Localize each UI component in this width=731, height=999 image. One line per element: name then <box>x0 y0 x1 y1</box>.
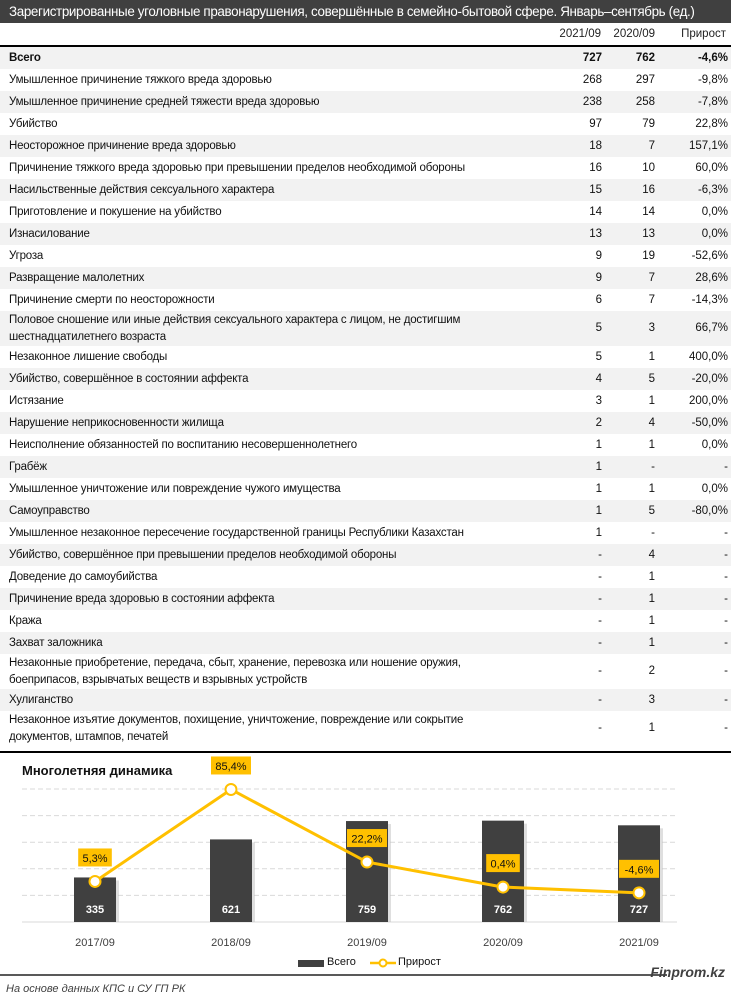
row-name: Самоуправство <box>9 505 90 517</box>
table-row-total <box>0 47 731 69</box>
value-2021: 1 <box>595 505 602 517</box>
chart-title: Многолетняя динамика <box>22 763 173 778</box>
row-name-line: Незаконные приобретение, передача, сбыт, хранение, перевозка или ношение оружия, <box>9 657 461 669</box>
growth-value: - <box>724 665 728 677</box>
growth-value: - <box>724 549 728 561</box>
growth-value: 0,0% <box>701 439 728 451</box>
value-2020: 7 <box>648 272 655 284</box>
table-row <box>0 289 731 311</box>
value-2020: 1 <box>648 483 655 495</box>
growth-value: 22,8% <box>695 118 728 130</box>
table-row <box>0 223 731 245</box>
value-2021: - <box>598 571 602 583</box>
row-name: Неосторожное причинение вреда здоровью <box>9 140 236 152</box>
table-row <box>0 544 731 566</box>
table-row <box>0 434 731 456</box>
growth-value: -20,0% <box>691 373 728 385</box>
column-header-growth: Прирост <box>681 28 726 40</box>
table-row <box>0 201 731 223</box>
table-row <box>0 522 731 544</box>
value-2021: - <box>598 722 602 734</box>
x-tick-label: 2017/09 <box>75 937 115 949</box>
growth-point <box>226 784 237 795</box>
table-row <box>0 412 731 434</box>
table-row <box>0 311 731 346</box>
row-name: Умышленное уничтожение или повреждение чужого имущества <box>9 483 341 495</box>
table-row <box>0 610 731 632</box>
table-row <box>0 689 731 711</box>
row-name: Нарушение неприкосновенности жилища <box>9 417 224 429</box>
value-2020: 7 <box>648 294 655 306</box>
growth-value: - <box>724 571 728 583</box>
growth-label: 5,3% <box>82 852 108 865</box>
table-row <box>0 135 731 157</box>
value-2021: 9 <box>595 272 602 284</box>
value-2021: 5 <box>595 322 602 334</box>
growth-value: - <box>724 637 728 649</box>
growth-value: 200,0% <box>688 395 728 407</box>
growth-value: -14,3% <box>691 294 728 306</box>
value-2020: 5 <box>648 505 655 517</box>
growth-value: -80,0% <box>691 505 728 517</box>
bar-value-label: 762 <box>493 904 513 916</box>
column-header-2020: 2020/09 <box>613 28 655 40</box>
table-row <box>0 267 731 289</box>
table-row <box>0 346 731 368</box>
table-row <box>0 113 731 135</box>
row-name: Умышленное незаконное пересечение государственной границы Республики Казахстан <box>9 527 464 539</box>
value-2021: 4 <box>595 373 602 385</box>
row-name: Изнасилование <box>9 228 90 240</box>
x-tick-label: 2020/09 <box>483 937 523 949</box>
value-2020: 3 <box>648 694 655 706</box>
row-name: Убийство <box>9 118 58 130</box>
crime-table <box>0 47 731 746</box>
row-name: Хулиганство <box>9 694 73 706</box>
value-2020: 3 <box>648 322 655 334</box>
value-2020: 19 <box>642 250 655 262</box>
table-row <box>0 456 731 478</box>
value-2021: 238 <box>582 96 602 108</box>
row-name: Умышленное причинение тяжкого вреда здоровью <box>9 74 272 86</box>
value-2021: 268 <box>582 74 602 86</box>
growth-label: 0,4% <box>490 858 516 871</box>
table-row <box>0 654 731 689</box>
value-2020: 4 <box>648 549 655 561</box>
row-name-line: Половое сношение или иные действия сексуального характера с лицом, не достигшим <box>9 314 461 326</box>
legend-bar-swatch <box>298 960 324 967</box>
table-row <box>0 711 731 746</box>
value-2020: 10 <box>642 162 655 174</box>
row-name: Насильственные действия сексуального характера <box>9 184 275 196</box>
table-row <box>0 368 731 390</box>
row-name: Доведение до самоубийства <box>9 571 158 583</box>
growth-point <box>90 876 101 887</box>
column-header-2021: 2021/09 <box>559 28 601 40</box>
footer-rule <box>0 974 667 976</box>
growth-point <box>634 887 645 898</box>
growth-value: -7,8% <box>697 96 728 108</box>
value-2021: 16 <box>589 162 602 174</box>
growth-value: -9,8% <box>697 74 728 86</box>
value-2021: - <box>598 637 602 649</box>
growth-value: 157,1% <box>688 140 728 152</box>
value-2021: 1 <box>595 527 602 539</box>
row-name <box>9 712 509 746</box>
value-2020: 1 <box>648 395 655 407</box>
table-row <box>0 478 731 500</box>
table-row <box>0 500 731 522</box>
table-row <box>0 632 731 654</box>
growth-value: - <box>724 593 728 605</box>
value-2021: 6 <box>595 294 602 306</box>
growth-label: -4,6% <box>624 864 654 877</box>
row-name: Причинение вреда здоровью в состоянии аффекта <box>9 593 275 605</box>
bar-value-label: 335 <box>85 904 105 916</box>
table-row <box>0 390 731 412</box>
table-bottom-rule <box>0 751 731 753</box>
value-2020: 13 <box>642 228 655 240</box>
table-row <box>0 179 731 201</box>
value-2021: 9 <box>595 250 602 262</box>
row-name: Умышленное причинение средней тяжести вреда здоровью <box>9 96 320 108</box>
x-tick-label: 2019/09 <box>347 937 387 949</box>
value-2021: 727 <box>582 52 602 64</box>
growth-value: -50,0% <box>691 417 728 429</box>
legend-line-swatch <box>370 956 396 970</box>
value-2020: 16 <box>642 184 655 196</box>
growth-label: 85,4% <box>215 760 247 773</box>
growth-value: - <box>724 527 728 539</box>
value-2021: 13 <box>589 228 602 240</box>
row-name: Незаконное лишение свободы <box>9 351 168 363</box>
value-2021: 5 <box>595 351 602 363</box>
growth-value: - <box>724 694 728 706</box>
growth-value: 0,0% <box>701 206 728 218</box>
value-2020: 5 <box>648 373 655 385</box>
value-2020: 7 <box>648 140 655 152</box>
value-2020: 1 <box>648 593 655 605</box>
row-name-line: шестнадцатилетнего возраста <box>9 331 166 343</box>
growth-value: -52,6% <box>691 250 728 262</box>
value-2020: 1 <box>648 615 655 627</box>
table-row <box>0 566 731 588</box>
value-2020: 1 <box>648 722 655 734</box>
row-name <box>9 312 509 346</box>
row-name: Угроза <box>9 250 44 262</box>
value-2020: 1 <box>648 439 655 451</box>
growth-value: 28,6% <box>695 272 728 284</box>
growth-value: 400,0% <box>688 351 728 363</box>
x-tick-label: 2018/09 <box>211 937 251 949</box>
growth-value: 0,0% <box>701 483 728 495</box>
value-2020: 1 <box>648 571 655 583</box>
value-2021: 97 <box>589 118 602 130</box>
growth-value: -4,6% <box>697 52 728 64</box>
row-name: Неисполнение обязанностей по воспитанию несовершеннолетнего <box>9 439 357 451</box>
row-name: Истязание <box>9 395 64 407</box>
legend-bar-label: Всего <box>327 956 356 968</box>
value-2020: - <box>651 461 655 473</box>
value-2021: 1 <box>595 461 602 473</box>
brand-logo[interactable]: Finprom.kz <box>650 964 725 980</box>
row-name: Приготовление и покушение на убийство <box>9 206 222 218</box>
value-2020: 79 <box>642 118 655 130</box>
row-name: Развращение малолетних <box>9 272 145 284</box>
table-row <box>0 69 731 91</box>
dynamics-chart <box>0 755 731 955</box>
row-name: Убийство, совершённое в состоянии аффекта <box>9 373 249 385</box>
row-name: Захват заложника <box>9 637 103 649</box>
x-tick-label: 2021/09 <box>619 937 659 949</box>
bar-value-label: 621 <box>221 904 241 916</box>
legend-line-label: Прирост <box>398 956 441 968</box>
growth-value: 66,7% <box>695 322 728 334</box>
row-name: Кража <box>9 615 42 627</box>
value-2021: 3 <box>595 395 602 407</box>
value-2020: 258 <box>635 96 655 108</box>
row-name: Убийство, совершённое при превышении пределов необходимой обороны <box>9 549 397 561</box>
value-2021: - <box>598 593 602 605</box>
value-2021: 14 <box>589 206 602 218</box>
row-name <box>9 655 509 689</box>
value-2021: 15 <box>589 184 602 196</box>
growth-value: -6,3% <box>697 184 728 196</box>
row-name: Всего <box>9 52 41 64</box>
growth-value: - <box>724 615 728 627</box>
growth-value: 0,0% <box>701 228 728 240</box>
source-note: На основе данных КПС и СУ ГП РК <box>6 983 186 995</box>
growth-point <box>362 857 373 868</box>
value-2020: 297 <box>635 74 655 86</box>
row-name-line: документов, штампов, печатей <box>9 731 169 743</box>
value-2020: 762 <box>635 52 655 64</box>
value-2021: - <box>598 615 602 627</box>
value-2020: 14 <box>642 206 655 218</box>
bar-value-label: 759 <box>357 904 377 916</box>
value-2021: 1 <box>595 439 602 451</box>
table-row <box>0 91 731 113</box>
row-name: Причинение смерти по неосторожности <box>9 294 215 306</box>
value-2021: - <box>598 694 602 706</box>
bar-value-label: 727 <box>629 904 649 916</box>
column-headers <box>0 23 731 47</box>
value-2020: 2 <box>648 665 655 677</box>
growth-value: - <box>724 722 728 734</box>
value-2020: - <box>651 527 655 539</box>
row-name: Причинение тяжкого вреда здоровью при превышении пределов необходимой обороны <box>9 162 465 174</box>
growth-value: - <box>724 461 728 473</box>
table-row <box>0 157 731 179</box>
value-2021: - <box>598 549 602 561</box>
growth-label: 22,2% <box>351 833 383 846</box>
value-2021: - <box>598 665 602 677</box>
growth-point <box>498 882 509 893</box>
value-2021: 2 <box>595 417 602 429</box>
row-name-line: боеприпасов, взрывчатых веществ и взрывных устройств <box>9 674 308 686</box>
table-title: Зарегистрированные уголовные правонарушения, совершённые в семейно-бытовой сфере. Январь–сентябрь (ед.) <box>0 0 731 23</box>
value-2021: 18 <box>589 140 602 152</box>
growth-value: 60,0% <box>695 162 728 174</box>
row-name-line: Незаконное изъятие документов, похищение, уничтожение, повреждение или сокрытие <box>9 714 464 726</box>
table-row <box>0 588 731 610</box>
value-2020: 1 <box>648 637 655 649</box>
value-2020: 1 <box>648 351 655 363</box>
table-row <box>0 245 731 267</box>
value-2021: 1 <box>595 483 602 495</box>
row-name: Грабёж <box>9 461 47 473</box>
value-2020: 4 <box>648 417 655 429</box>
